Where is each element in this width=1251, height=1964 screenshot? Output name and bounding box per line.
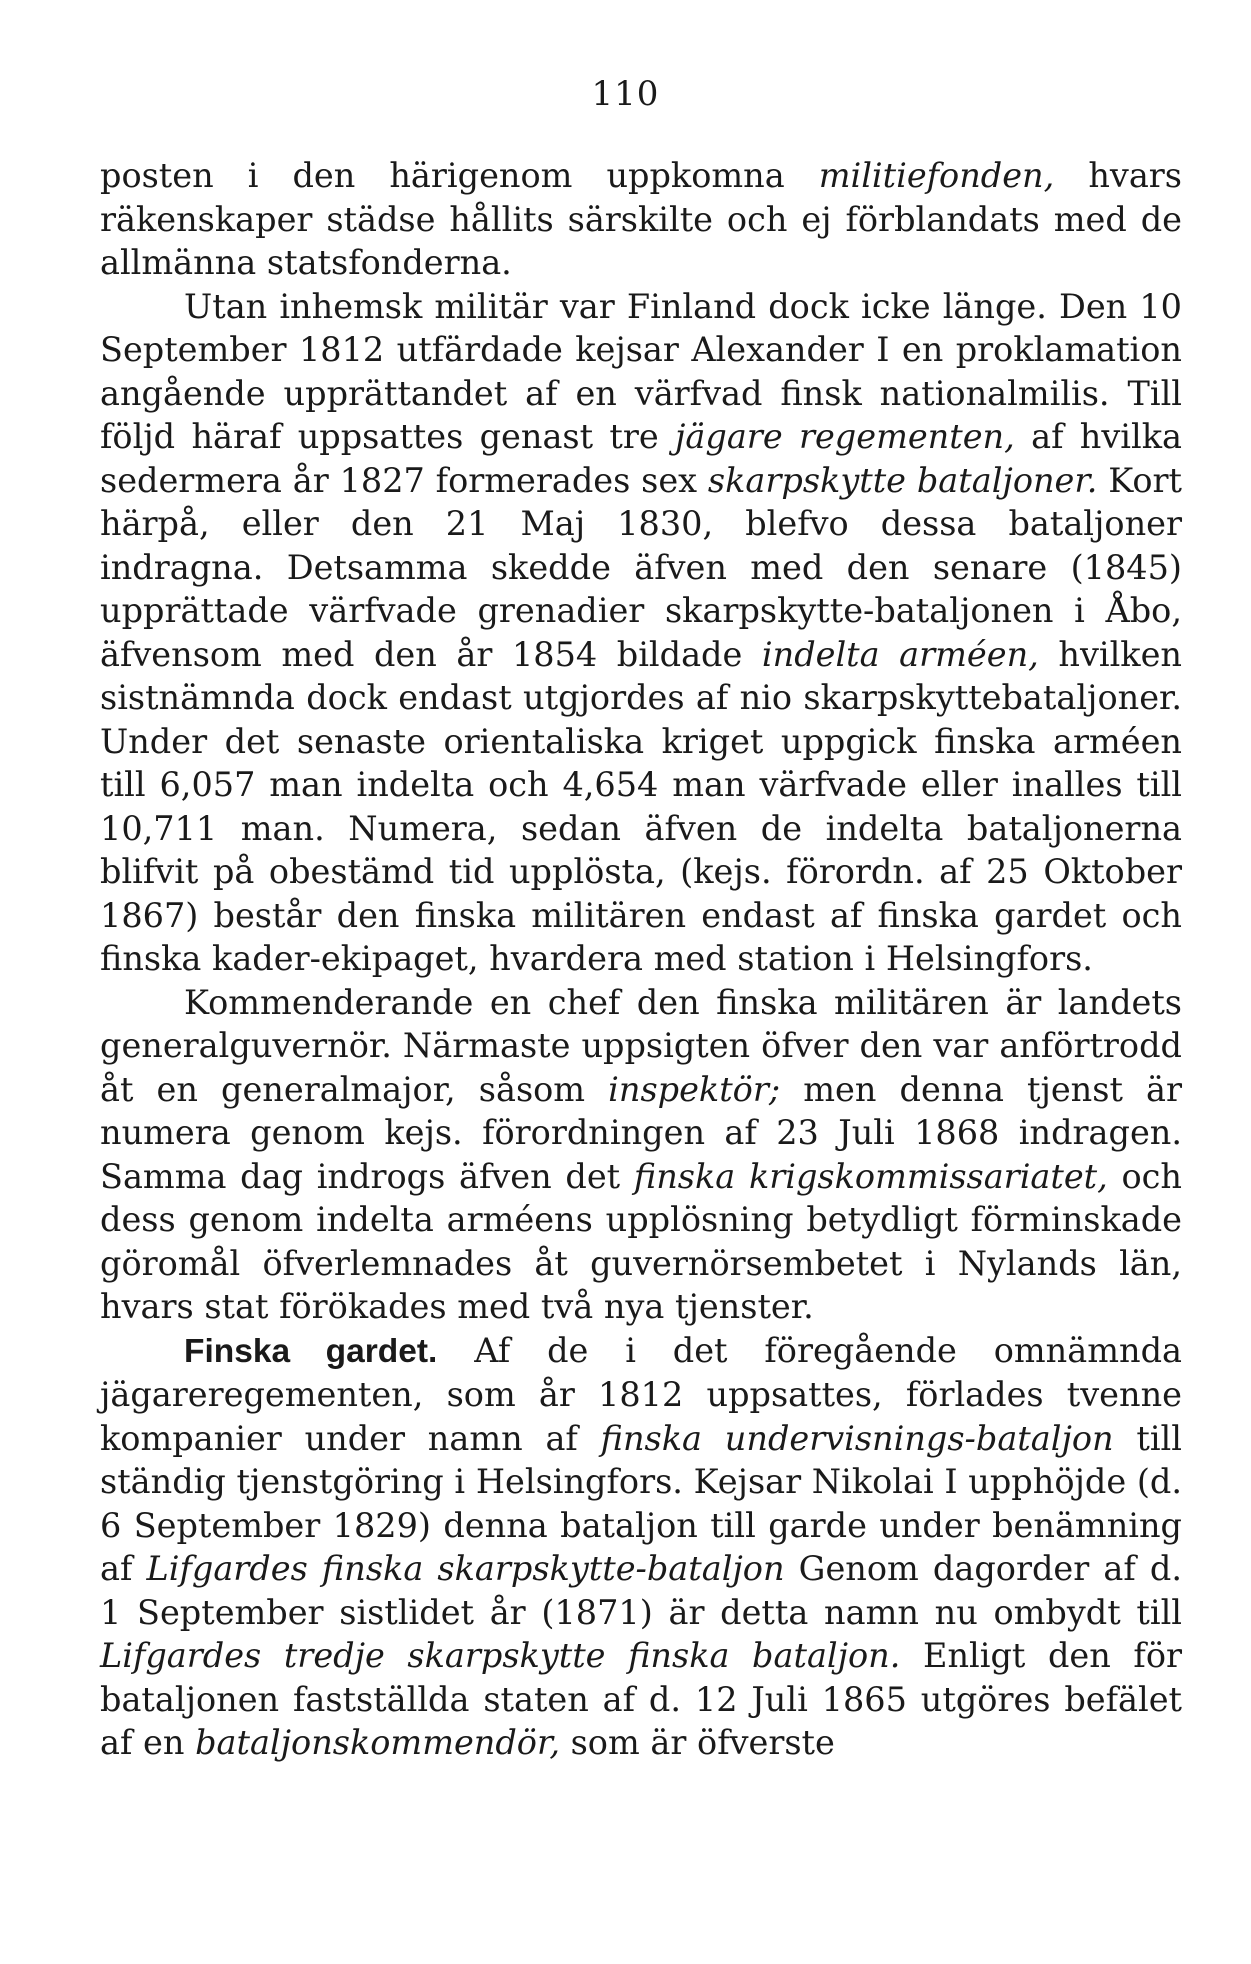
- text-run: Genom dagorder af d. 1 September sistlidet år (1871) är detta namn nu ombydt till: [100, 1549, 1182, 1632]
- section-heading-finska-gardet: Finska gardet.: [184, 1332, 438, 1370]
- text-run: men denna tjenst är numera genom kejs. förordningen af 23 Juli 1868 indragen. Samma dag indrogs äfven det: [100, 1069, 1182, 1196]
- page-number: 110: [591, 74, 660, 114]
- text-run: Utan inhemsk militär var Finland dock icke länge. Den 10 September 1812 utfärdade kejsar Alexander I en proklamation angående upprättandet af en värfvad finsk nationalmilis. Till följd häraf uppsattes genast tre: [100, 286, 1182, 456]
- paragraph-inhemsk-militar: [100, 285, 1182, 981]
- italic-term: bataljonskommendör,: [195, 1723, 560, 1762]
- text-run: som är öfverste: [559, 1723, 835, 1762]
- text-run: af hvilka sedermera år 1827 formerades sex: [100, 417, 1182, 500]
- text-run: Kort härpå, eller den 21 Maj 1830, blefvo dessa bataljoner indragna. Detsamma skedde äfven med den senare (1845) upprättade värfvade grenadier skarpskytte-bataljonen i Åbo, äfvensom med den år 1854 bildade: [100, 460, 1182, 674]
- text-run: posten i den härigenom uppkomna: [100, 156, 819, 195]
- italic-term: inspektör;: [608, 1069, 781, 1109]
- italic-term: Lifgardes tredje skarpskytte finska bataljon.: [100, 1636, 901, 1675]
- paragraph-kommenderande: [100, 981, 1182, 1329]
- italic-term: finska undervisnings-bataljon: [600, 1418, 1114, 1458]
- text-run: Kommenderande en chef den finska militären är landets generalguvernör. Närmaste uppsigten öfver den var anförtrodd åt en generalmajor, såsom: [100, 982, 1182, 1109]
- text-run: Enligt den för bataljonen fastställda staten af d. 12 Juli 1865 utgöres befälet af en: [100, 1636, 1182, 1762]
- italic-term: jägare regementen,: [675, 417, 1015, 456]
- text-run: hvars räkenskaper städse hållits särskilte och ej förblandats med de allmänna statsfonderna.: [100, 156, 1182, 282]
- text-run: till ständig tjenstgöring i Helsingfors. Kejsar Nikolai I upphöjde (d. 6 September 1829) denna bataljon till garde under benämning af: [100, 1418, 1182, 1588]
- paragraph-finska-gardet: [100, 1329, 1182, 1765]
- body-text: [100, 154, 1182, 1765]
- text-run: hvilken sistnämnda dock endast utgjordes af nio skarpskyttebataljoner. Under det senaste orientaliska kriget uppgick finska arméen till 6,057 man indelta och 4,654 man värfvade eller inalles till 10,711 man. Numera, sedan äfven de indelta bataljonerna blifvit på obestämd tid upplösta, (kejs. förordn. af 25 Oktober 1867) består den finska militären endast af finska gardet och finska kader-ekipaget, hvardera med station i Helsingfors.: [100, 634, 1183, 978]
- italic-term: finska krigskommissariatet,: [633, 1156, 1108, 1196]
- italic-term: indelta arméen,: [761, 634, 1039, 674]
- italic-term: Lifgardes finska skarpskytte-bataljon: [146, 1549, 785, 1588]
- italic-term: skarpskytte bataljoner.: [707, 460, 1098, 500]
- paragraph-militiefonden: [100, 154, 1182, 285]
- text-run: Af de i det föregående omnämnda jägareregementen, som år 1812 uppsattes, förlades tvenne kompanier under namn af: [100, 1330, 1182, 1458]
- text-run: och dess genom indelta arméens upplösning betydligt förminskade göromål öfverlemnades åt guvernörsembetet i Nylands län, hvars stat förökades med två nya tjenster.: [100, 1156, 1183, 1326]
- italic-term: militiefonden,: [818, 156, 1055, 195]
